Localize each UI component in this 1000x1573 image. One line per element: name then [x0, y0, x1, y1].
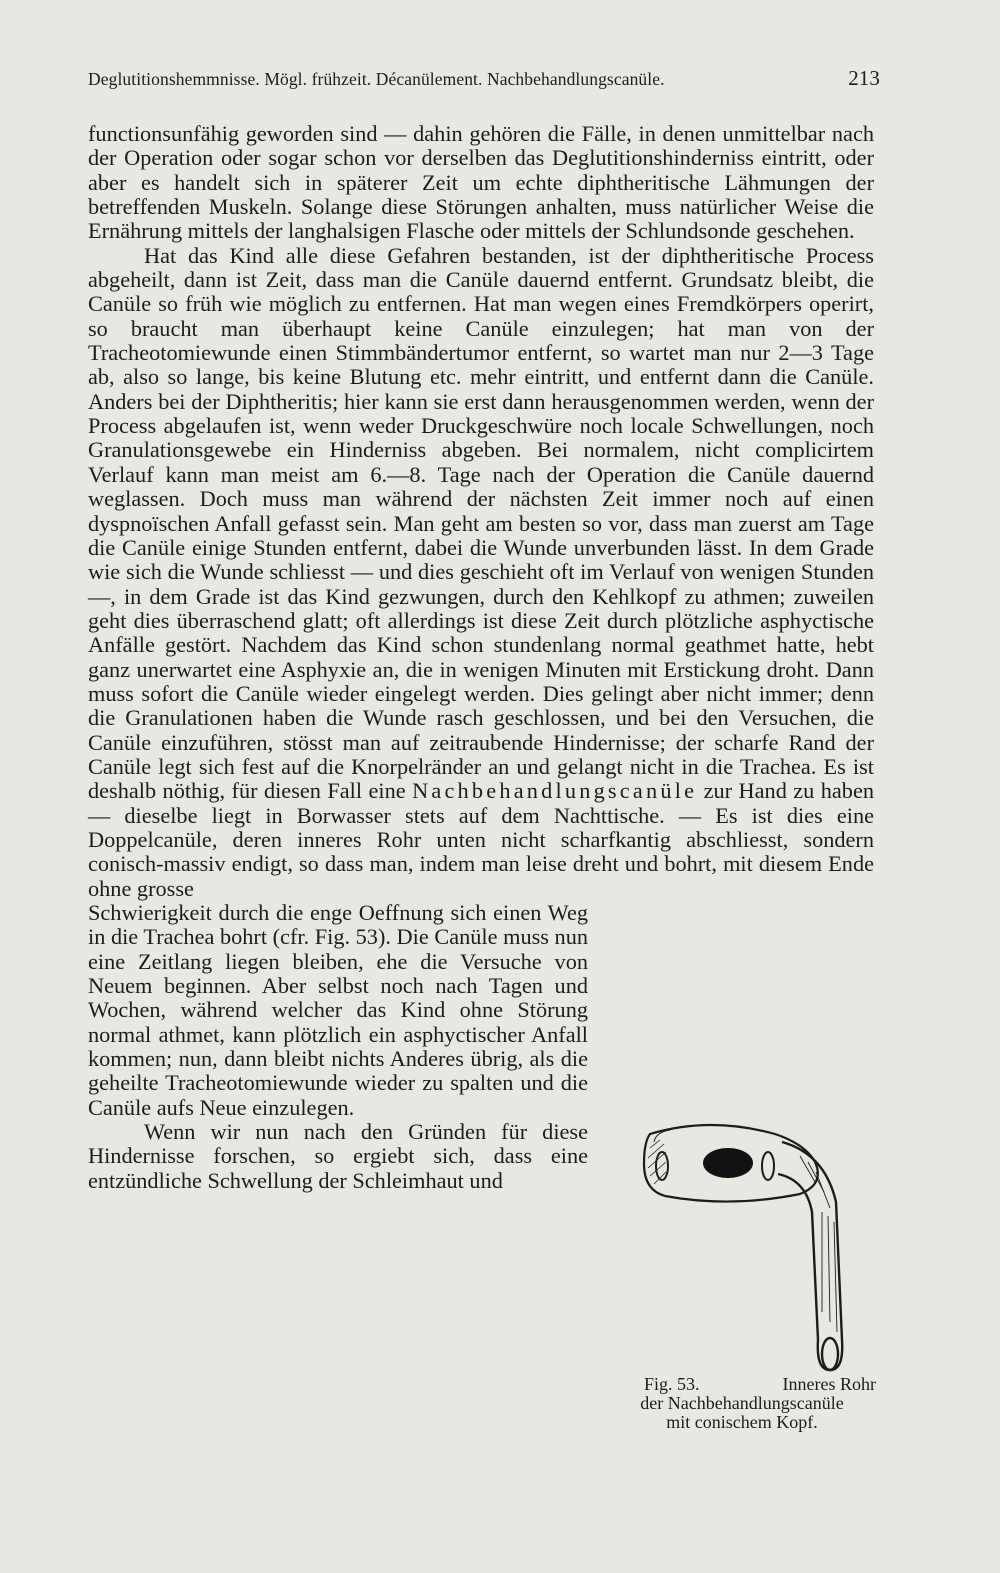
running-head-title: Deglutitionshemmnisse. Mögl. frühzeit. Décanülement. Nachbehandlungscanüle.: [88, 69, 665, 89]
caption-number: Fig. 53.: [644, 1374, 700, 1394]
caption-line-2: der Nachbehandlungscanüle: [640, 1393, 844, 1413]
paragraph-2: [88, 244, 874, 901]
figure-caption: [608, 1375, 876, 1432]
caption-line-1: [608, 1375, 876, 1394]
paragraph-3: Wenn wir nun nach den Gründen für diese Hindernisse forschen, so ergiebt sich, dass eine entzündliche Schwellung der Schleimhaut und: [88, 1119, 588, 1193]
caption-text-a: Inneres Rohr: [782, 1374, 876, 1394]
running-head: [88, 66, 880, 91]
page-number: 213: [848, 66, 880, 90]
emphasized-term: Nachbehandlungscanüle: [412, 778, 698, 804]
caption-line-3: mit conischem Kopf.: [666, 1412, 818, 1432]
paragraph-2-wrapped: Schwierigkeit durch die enge Oeffnung sich einen Weg in die Trachea bohrt (cfr. Fig. 53). Die Canüle muss nun eine Zeitlang liegen bleiben, ehe die Versuche von Neuem beginnen. Aber selbst noch nach Tagen und Wochen, während welcher das Kind ohne Störung normal athmet, kann plötzlich ein asphyctischer Anfall kommen; nun, dann bleibt nichts Anderes übrig, als die geheilte Tracheotomiewunde wieder zu spalten und die Canüle aufs Neue einzulegen.: [88, 900, 588, 1120]
body-text: [88, 122, 874, 1193]
paragraph-2-continuation: zur Hand zu haben — dieselbe liegt in Borwasser stets auf dem Nachttische. — Es ist dies eine Doppelcanüle, deren inneres Rohr unten nicht scharfkantig abschliesst, sondern conisch-massiv endigt, so dass man, indem man leise dreht und bohrt, mit diesem Ende ohne grosse: [88, 778, 874, 901]
cannula-illustration: [610, 1112, 872, 1382]
paragraph-2-text: Hat das Kind alle diese Gefahren bestanden, ist der diphtheritische Process abgeheilt, dann ist Zeit, dass man die Canüle dauernd entfernt. Grundsatz bleibt, die Canüle so früh wie möglich zu entfernen. Hat man wegen eines Fremdkörpers operirt, so braucht man überhaupt keine Canüle einzulegen; hat man von der Tracheotomiewunde einen Stimmbändertumor entfernt, so wartet man nur 2—3 Tage ab, also so lange, bis keine Blutung etc. mehr eintritt, und entfernt dann die Canüle. Anders bei der Diphtheritis; hier kann sie erst dann herausgenommen werden, wenn der Process abgelaufen ist, wenn weder Druckgeschwüre noch locale Schwellungen, noch Granulationsgewebe ein Hinderniss abgeben. Bei normalem, nicht complicirtem Verlauf kann man meist am 6.—8. Tage nach der Operation die Canüle dauernd weglassen. Doch muss man während der nächsten Zeit immer noch auf einen dyspnoïschen Anfall gefasst sein. Man geht am besten so vor, dass man zuerst am Tage die Canüle einige Stunden entfernt, dabei die Wunde unverbunden lässt. In dem Grade wie sich die Wunde schliesst — und dies geschieht oft im Verlauf von wenigen Stunden —, in dem Grade ist das Kind gezwungen, durch den Kehlkopf zu athmen; zuweilen geht dies überraschend glatt; oft allerdings ist diese Zeit durch plötzliche asphyctische Anfälle gestört. Nachdem das Kind schon stundenlang normal geathmet hatte, hebt ganz unerwartet eine Asphyxie an, die in wenigen Minuten mit Erstickung droht. Dann muss sofort die Canüle wieder eingelegt werden. Dies gelingt aber nicht immer; denn die Granulationen haben die Wunde rasch geschlossen, und bei den Versuchen, die Canüle einzuführen, stösst man auf zeitraubende Hindernisse; der scharfe Rand der Canüle legt sich fest auf die Knorpelränder an und gelangt nicht in die Trachea. Es ist deshalb nöthig, für diesen Fall eine: [88, 242, 874, 804]
paragraph-1: functionsunfähig geworden sind — dahin gehören die Fälle, in denen unmittelbar nach der Operation oder sogar schon vor derselben das Deglutitionshinderniss eintritt, oder aber es handelt sich in späterer Zeit um echte diphtheritische Lähmungen der betreffenden Muskeln. Solange diese Störungen anhalten, muss natürlicher Weise die Ernährung mittels der langhalsigen Flasche oder mittels der Schlundsonde geschehen.: [88, 121, 874, 244]
